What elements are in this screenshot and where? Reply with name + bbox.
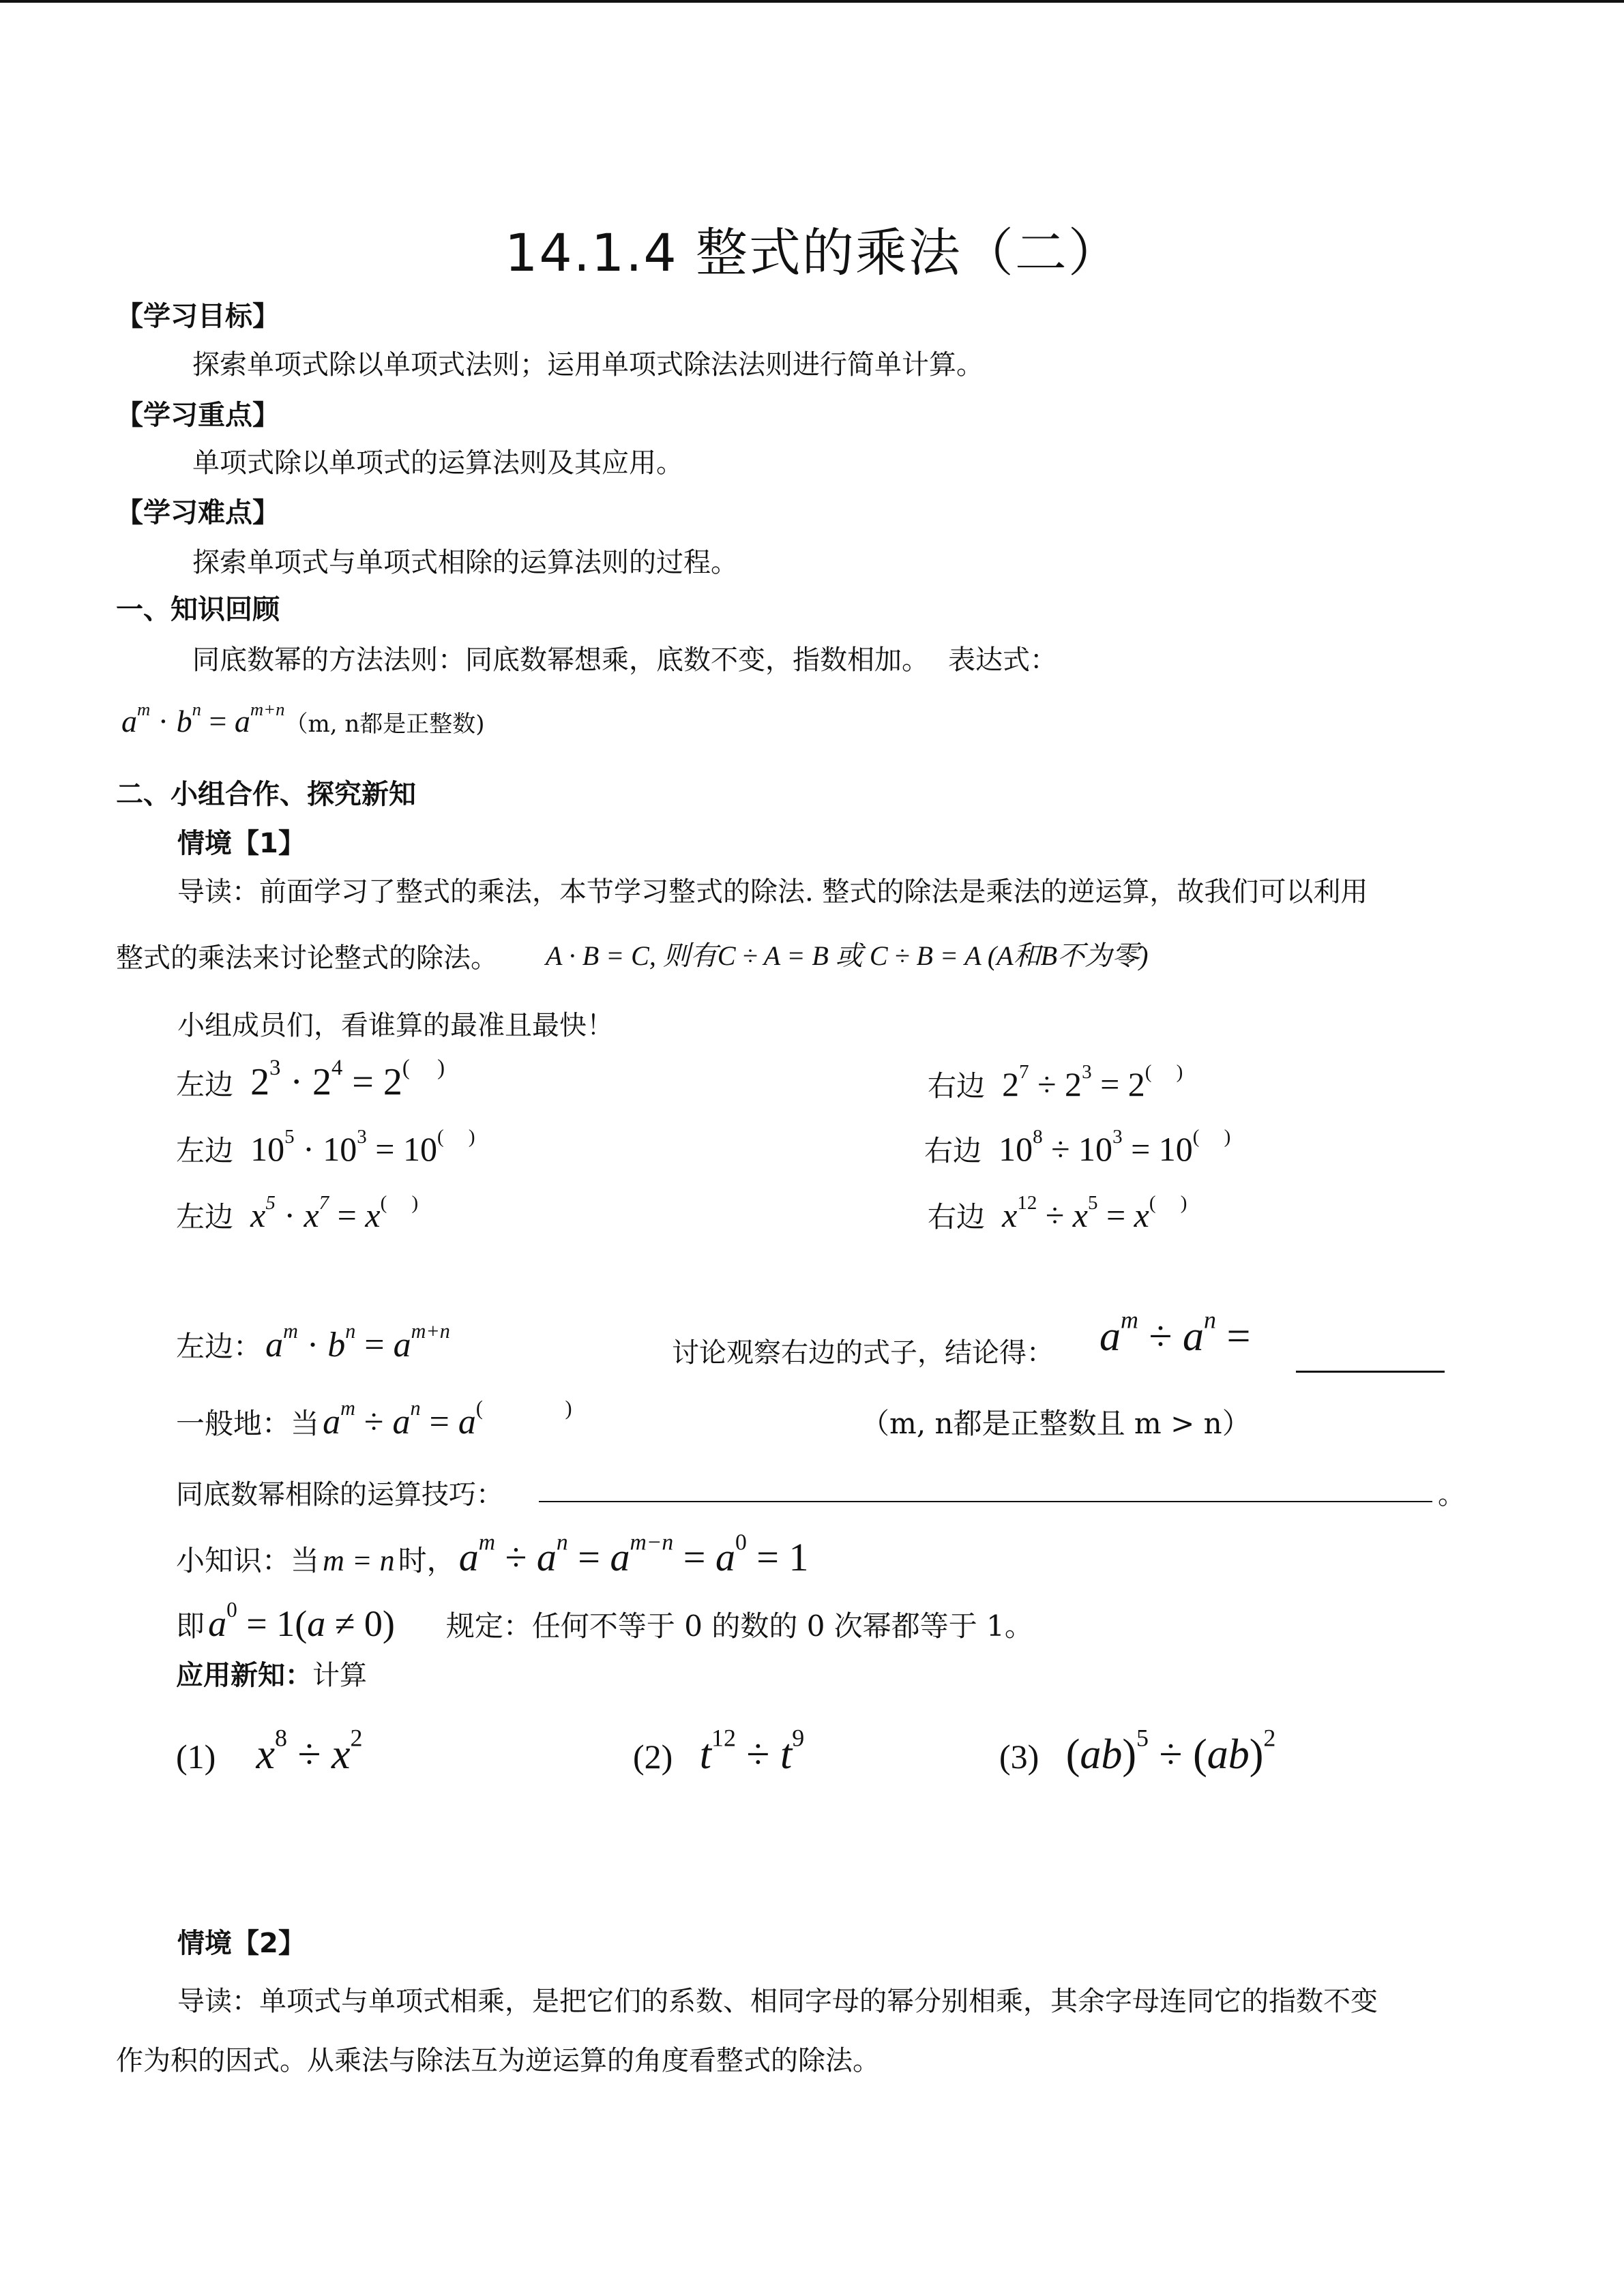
knowledge-cond: m = n xyxy=(323,1544,395,1577)
left-label: 左边 xyxy=(176,1134,234,1167)
discuss-text: 讨论观察右边的式子，结论得： xyxy=(672,1337,1054,1369)
knowledge-line xyxy=(176,1530,809,1580)
left-formula-3: $x^5 \cdot x^7 = x^{( )}$ xyxy=(250,1191,419,1234)
left-row-1 xyxy=(176,1055,445,1104)
review-expr-label: 表达式： xyxy=(948,644,1057,676)
technique-end: 。 xyxy=(1438,1479,1465,1510)
right-row-2 xyxy=(924,1125,1231,1169)
scene1-intro-line2: 整式的乘法来讨论整式的除法。 xyxy=(116,942,498,974)
difficulty-heading: 【学习难点】 xyxy=(116,497,280,528)
scene2-heading: 情境【2】 xyxy=(177,1928,306,1959)
apply-line xyxy=(176,1654,367,1693)
right-formula-2: $10^8 \div 10^3 = 10^{( )}$ xyxy=(999,1125,1231,1168)
knowledge-label: 小知识：当 xyxy=(176,1544,320,1577)
top-border xyxy=(0,0,1624,3)
conclusion-blank[interactable] xyxy=(1296,1330,1445,1373)
goal-heading: 【学习目标】 xyxy=(116,301,280,332)
conclusion-formula: $a^m \div a^n$ = xyxy=(1099,1306,1251,1360)
apply-heading: 应用新知： xyxy=(176,1660,312,1691)
review-heading: 一、知识回顾 xyxy=(116,594,280,625)
right-label: 右边 xyxy=(928,1069,986,1103)
explore-heading: 二、小组合作、探究新知 xyxy=(116,779,416,810)
scene2-line2: 作为积的因式。从乘法与除法互为逆运算的角度看整式的除法。 xyxy=(116,2045,880,2076)
exercise-2: (2) $t^{12} \div t^9$ xyxy=(633,1724,805,1778)
focus-text: 单项式除以单项式的运算法则及其应用。 xyxy=(192,447,683,479)
left-row-2 xyxy=(176,1125,475,1169)
prompt-text: 小组成员们，看谁算的最准且最快！ xyxy=(177,1010,614,1041)
knowledge-formula: $a^m \div a^n = a^{m-n} = a^0 = 1$ xyxy=(458,1530,809,1579)
review-formula-line xyxy=(121,699,485,739)
technique-blank[interactable] xyxy=(539,1470,1432,1502)
right-row-1 xyxy=(928,1060,1183,1105)
right-row-3 xyxy=(928,1191,1187,1236)
right-label: 右边 xyxy=(928,1200,986,1234)
general-label: 一般地：当 xyxy=(176,1407,320,1440)
technique-label: 同底数幂相除的运算技巧： xyxy=(176,1479,503,1510)
apply-text: 计算 xyxy=(312,1660,367,1691)
right-formula-3: $x^{12} \div x^5 = x^{( )}$ xyxy=(1002,1191,1187,1234)
rule-text: 规定：任何不等于 0 的数的 0 次幂都等于 1。 xyxy=(445,1609,1033,1643)
zero-formula: $a^0 = 1(a \ne 0)$ xyxy=(208,1597,395,1644)
review-text: 同底数幂的方法法则：同底数幂想乘，底数不变，指数相加。 xyxy=(192,644,929,676)
scene1-intro-line1: 导读：前面学习了整式的乘法，本节学习整式的除法. 整式的除法是乘法的逆运算，故我们可以利用 xyxy=(177,876,1368,908)
general-cond: （m, n都是正整数且 m > n） xyxy=(861,1407,1251,1440)
general-line xyxy=(176,1396,572,1442)
left-side-label: 左边： xyxy=(176,1330,263,1363)
right-formula-1: $2^7 \div 2^3 = 2^{( )}$ xyxy=(1002,1060,1183,1103)
left-formula-1: $2^3 \cdot 2^4 = 2^{( )}$ xyxy=(250,1055,445,1103)
general-formula: $a^m \div a^n = a^{( )}$ xyxy=(323,1396,572,1442)
zero-line xyxy=(176,1597,1033,1645)
left-side-formula: $a^m \cdot b^n = a^{m+n}$ xyxy=(265,1319,450,1365)
scene1-intro-formula: A · B = C, 则有C ÷ A = B 或 C ÷ B = A (A和B不为零) xyxy=(546,940,1149,971)
left-label: 左边 xyxy=(176,1068,234,1101)
goal-text: 探索单项式除以单项式法则；运用单项式除法法则进行简单计算。 xyxy=(192,349,984,381)
review-formula-note: （m, n都是正整数) xyxy=(284,711,485,738)
right-label: 右边 xyxy=(924,1134,982,1167)
page-title: 14.1.4 整式的乘法（二） xyxy=(505,222,1121,283)
left-row-3 xyxy=(176,1191,419,1236)
left-formula-2: $10^5 \cdot 10^3 = 10^{( )}$ xyxy=(250,1125,475,1168)
ji-label: 即 xyxy=(176,1609,205,1643)
left-label: 左边 xyxy=(176,1200,234,1234)
left-side-line xyxy=(176,1319,450,1365)
review-formula: $a^m \cdot b^n = a^{m+n}$ xyxy=(121,699,285,739)
focus-heading: 【学习重点】 xyxy=(116,400,280,431)
scene1-heading: 情境【1】 xyxy=(177,828,306,859)
knowledge-when: 时， xyxy=(398,1544,456,1577)
exercise-3: (3) (ab)$^5$ ÷ (ab)$^2$ xyxy=(999,1724,1276,1778)
exercise-1: (1) $x^8 \div x^2$ xyxy=(176,1724,363,1778)
scene2-line1: 导读：单项式与单项式相乘，是把它们的系数、相同字母的幂分别相乘，其余字母连同它的指数不变 xyxy=(177,1986,1378,2017)
difficulty-text: 探索单项式与单项式相除的运算法则的过程。 xyxy=(192,547,738,578)
